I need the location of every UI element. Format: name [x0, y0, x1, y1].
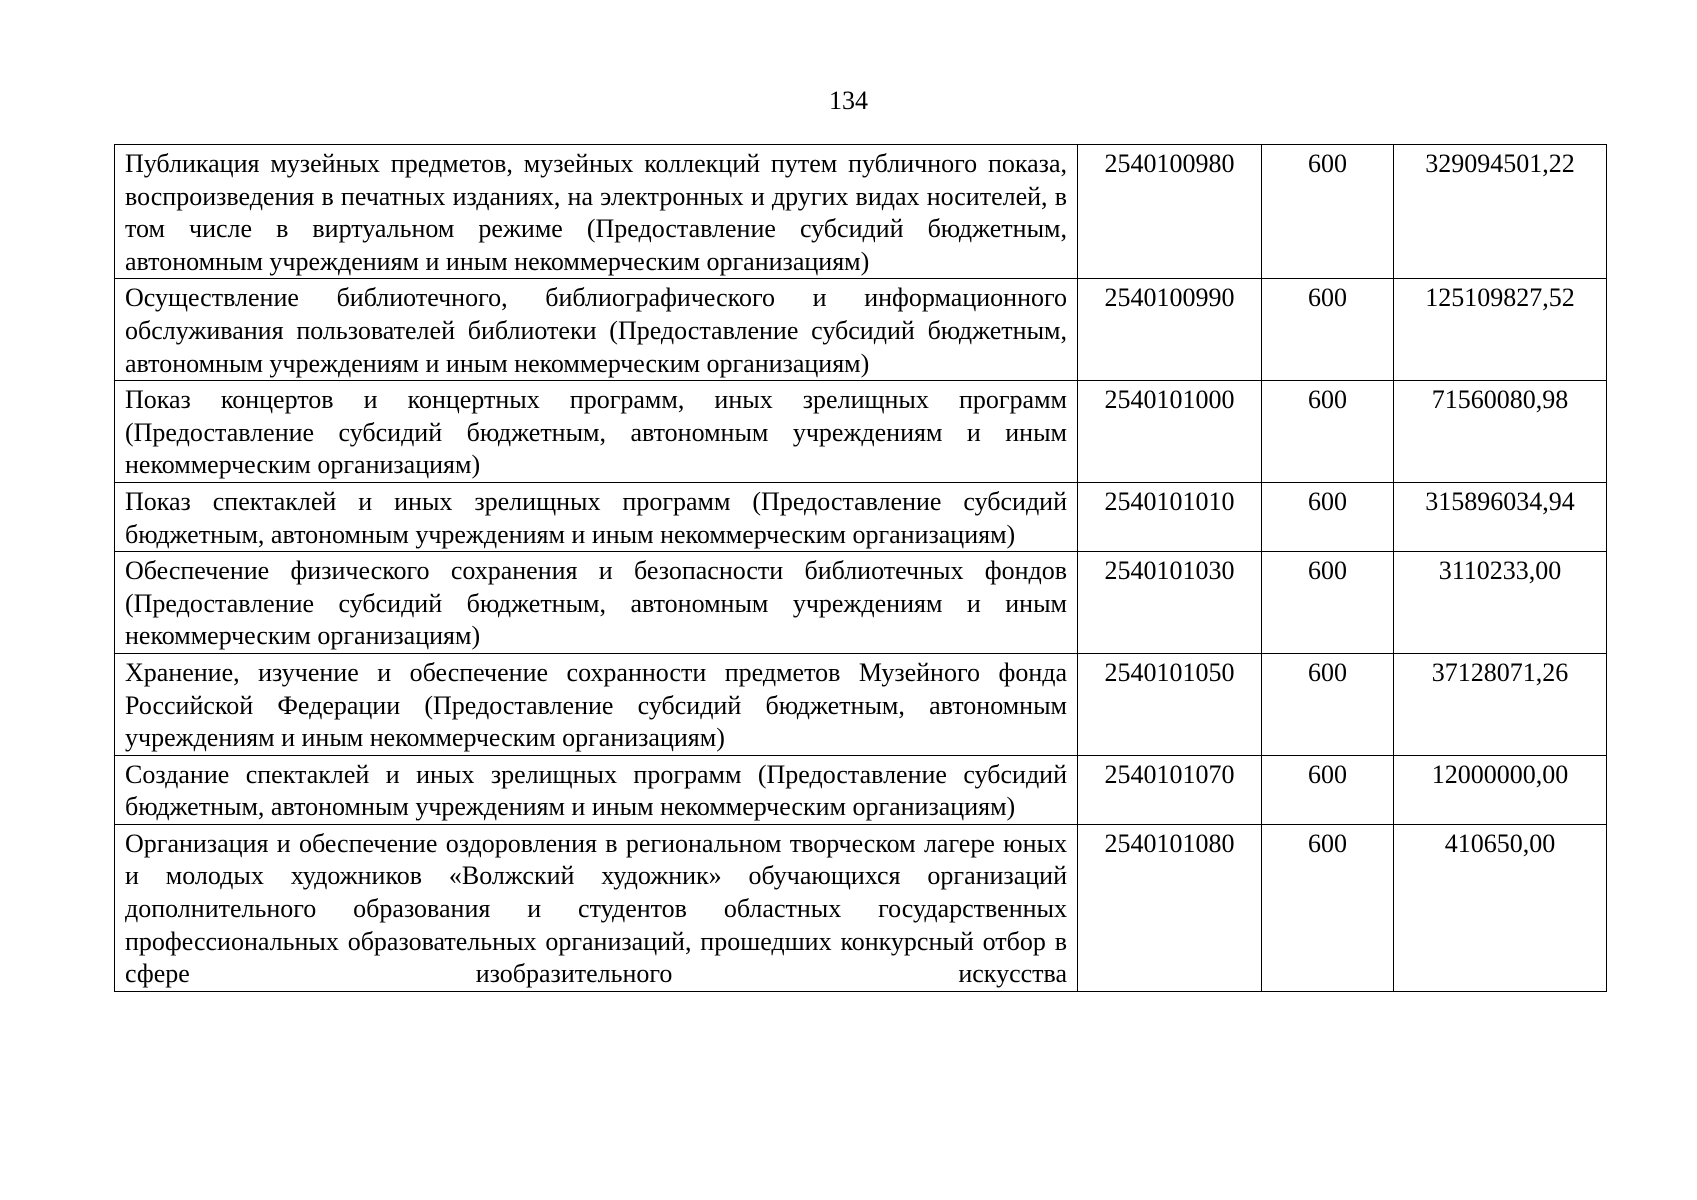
row-target-code: 2540101050 [1078, 653, 1262, 755]
row-target-code: 2540101030 [1078, 552, 1262, 654]
table-row [115, 552, 1607, 654]
table-row [115, 755, 1607, 824]
table-row [115, 279, 1607, 381]
budget-table [114, 144, 1607, 992]
page-number: 134 [829, 86, 868, 115]
table-row [115, 145, 1607, 279]
row-expense-type: 600 [1262, 482, 1394, 551]
row-expense-type: 600 [1262, 755, 1394, 824]
row-amount: 37128071,26 [1394, 653, 1607, 755]
row-description: Обеспечение физического сохранения и безопасности библиотечных фондов (Предоставление субсидий бюджетным, автономным учреждениям и иным некоммерческим организациям) [115, 552, 1078, 654]
row-target-code: 2540101010 [1078, 482, 1262, 551]
row-amount: 125109827,52 [1394, 279, 1607, 381]
row-expense-type: 600 [1262, 552, 1394, 654]
table-row [115, 482, 1607, 551]
row-expense-type: 600 [1262, 653, 1394, 755]
row-description: Создание спектаклей и иных зрелищных программ (Предоставление субсидий бюджетным, автономным учреждениям и иным некоммерческим организациям) [115, 755, 1078, 824]
row-target-code: 2540100990 [1078, 279, 1262, 381]
row-expense-type: 600 [1262, 381, 1394, 483]
row-target-code: 2540101070 [1078, 755, 1262, 824]
row-description: Показ спектаклей и иных зрелищных программ (Предоставление субсидий бюджетным, автономным учреждениям и иным некоммерческим организациям) [115, 482, 1078, 551]
row-amount: 71560080,98 [1394, 381, 1607, 483]
row-target-code: 2540101000 [1078, 381, 1262, 483]
row-description: Организация и обеспечение оздоровления в региональном творческом лагере юных и молодых художников «Волжский художник» обучающихся организаций дополнительного образования и студентов областных государственных профессиональных образовательных организаций, прошедших конкурсный отбор в сфере изобразительного искусства [115, 824, 1078, 991]
row-target-code: 2540101080 [1078, 824, 1262, 991]
row-amount: 3110233,00 [1394, 552, 1607, 654]
table-row [115, 653, 1607, 755]
row-description: Хранение, изучение и обеспечение сохранности предметов Музейного фонда Российской Федерации (Предоставление субсидий бюджетным, автономным учреждениям и иным некоммерческим организациям) [115, 653, 1078, 755]
row-amount: 315896034,94 [1394, 482, 1607, 551]
row-amount: 410650,00 [1394, 824, 1607, 991]
table-row [115, 381, 1607, 483]
row-description: Осуществление библиотечного, библиографического и информационного обслуживания пользователей библиотеки (Предоставление субсидий бюджетным, автономным учреждениям и иным некоммерческим организациям) [115, 279, 1078, 381]
row-expense-type: 600 [1262, 824, 1394, 991]
row-expense-type: 600 [1262, 145, 1394, 279]
row-amount: 329094501,22 [1394, 145, 1607, 279]
row-expense-type: 600 [1262, 279, 1394, 381]
row-amount: 12000000,00 [1394, 755, 1607, 824]
row-target-code: 2540100980 [1078, 145, 1262, 279]
table-row [115, 824, 1607, 991]
row-description: Публикация музейных предметов, музейных коллекций путем публичного показа, воспроизведения в печатных изданиях, на электронных и других видах носителей, в том числе в виртуальном режиме (Предоставление субсидий бюджетным, автономным учреждениям и иным некоммерческим организациям) [115, 145, 1078, 279]
row-description: Показ концертов и концертных программ, иных зрелищных программ (Предоставление субсидий бюджетным, автономным учреждениям и иным некоммерческим организациям) [115, 381, 1078, 483]
